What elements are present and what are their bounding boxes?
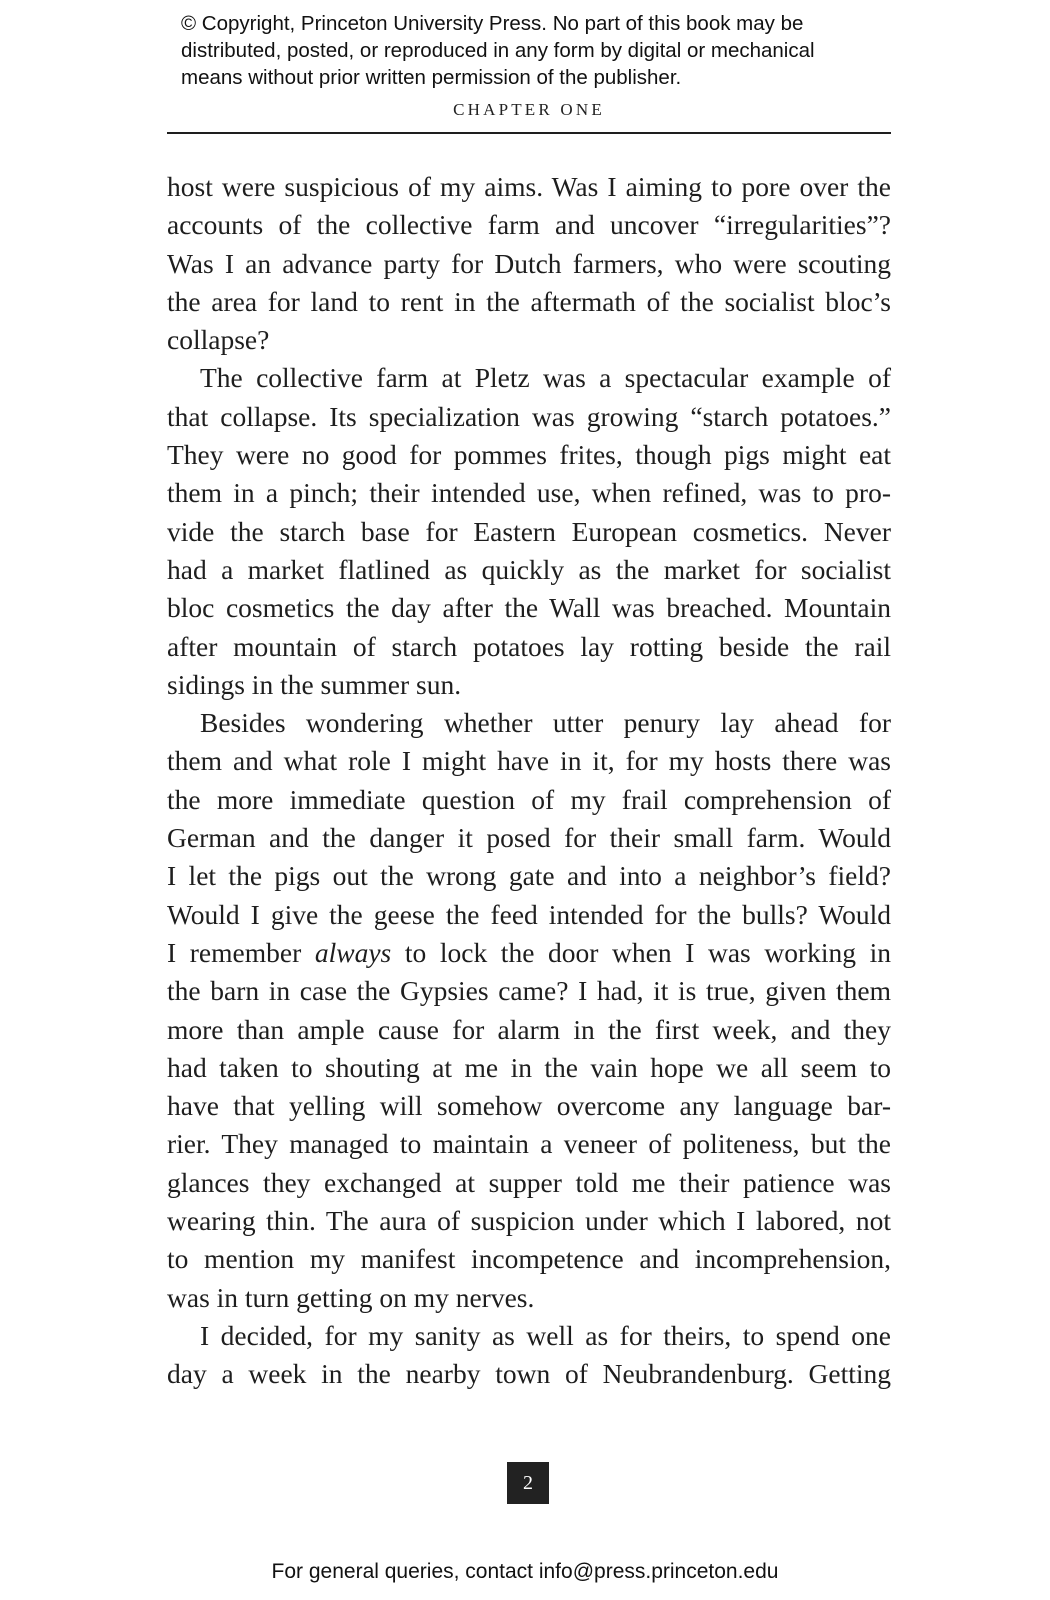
body-text <box>167 168 891 1394</box>
copyright-line: means without prior written permission of the publisher. <box>181 66 682 89</box>
text-line: the barn in case the Gypsies came? I had, it is true, given them <box>167 975 891 1007</box>
copyright-line: distributed, posted, or reproduced in any form by digital or mechanical <box>181 39 815 62</box>
footer-contact: For general queries, contact info@press.princeton.edu <box>271 1560 779 1583</box>
text-line: after mountain of starch potatoes lay rotting beside the rail <box>167 630 891 662</box>
page-number: 2 <box>507 1462 549 1504</box>
text-line: day a week in the nearby town of Neubrandenburg. Getting <box>167 1358 891 1390</box>
text-line: I let the pigs out the wrong gate and into a neighbor’s field? <box>167 860 891 892</box>
paragraph <box>167 1317 891 1394</box>
text-line: Besides wondering whether utter penury lay ahead for <box>200 707 891 739</box>
text-line-emphasis <box>167 934 891 972</box>
text-line: bloc cosmetics the day after the Wall was breached. Mountain <box>167 592 891 624</box>
text-line: vide the starch base for Eastern European cosmetics. Never <box>167 515 891 547</box>
paragraph <box>167 704 891 1317</box>
text-line: German and the danger it posed for their small farm. Would <box>167 822 891 854</box>
text-line: have that yelling will somehow overcome any language bar- <box>167 1090 891 1122</box>
text-line: the more immediate question of my frail comprehension of <box>167 783 891 815</box>
text-line: the area for land to rent in the aftermath of the socialist bloc’s <box>167 285 891 317</box>
text-line: to mention my manifest incompetence and incomprehension, <box>167 1243 891 1275</box>
text-line: host were suspicious of my aims. Was I aiming to pore over the <box>167 171 891 202</box>
text-line: them and what role I might have in it, for my hosts there was <box>167 745 891 777</box>
header-rule <box>167 132 891 134</box>
text-line: more than ample cause for alarm in the first week, and they <box>167 1013 891 1045</box>
text-line: sidings in the summer sun. <box>167 668 462 700</box>
text-line: collapse? <box>167 324 270 356</box>
text-line: rier. They managed to maintain a veneer of politeness, but the <box>167 1128 891 1160</box>
text-line: Was I an advance party for Dutch farmers, who were scouting <box>167 247 891 279</box>
text-line: that collapse. Its specialization was growing “starch potatoes.” <box>167 400 891 432</box>
text-segment: I remember <box>167 936 315 968</box>
text-line: had taken to shouting at me in the vain hope we all seem to <box>167 1051 891 1083</box>
text-line: wearing thin. The aura of suspicion under which I labored, not <box>167 1205 891 1237</box>
text-line: was in turn getting on my nerves. <box>167 1281 535 1313</box>
text-line: I decided, for my sanity as well as for theirs, to spend one <box>200 1319 891 1351</box>
text-line: them in a pinch; their intended use, when refined, was to pro- <box>167 477 891 509</box>
text-line: Would I give the geese the feed intended for the bulls? Would <box>167 898 891 930</box>
copyright-line: © Copyright, Princeton University Press. No part of this book may be <box>181 12 804 35</box>
text-line: The collective farm at Pletz was a spectacular example of <box>200 362 891 394</box>
text-line: had a market flatlined as quickly as the market for socialist <box>167 553 891 585</box>
copyright-notice <box>181 10 901 91</box>
running-head: CHAPTER ONE <box>453 100 605 119</box>
text-line: accounts of the collective farm and uncover “irregularities”? <box>167 209 891 241</box>
paragraph <box>167 168 891 359</box>
emphasis-word: always <box>314 936 392 968</box>
text-line: They were no good for pommes frites, though pigs might eat <box>167 439 891 471</box>
text-segment: to lock the door when I was working in <box>391 936 891 968</box>
text-line: glances they exchanged at supper told me their patience was <box>167 1166 891 1198</box>
paragraph <box>167 359 891 704</box>
